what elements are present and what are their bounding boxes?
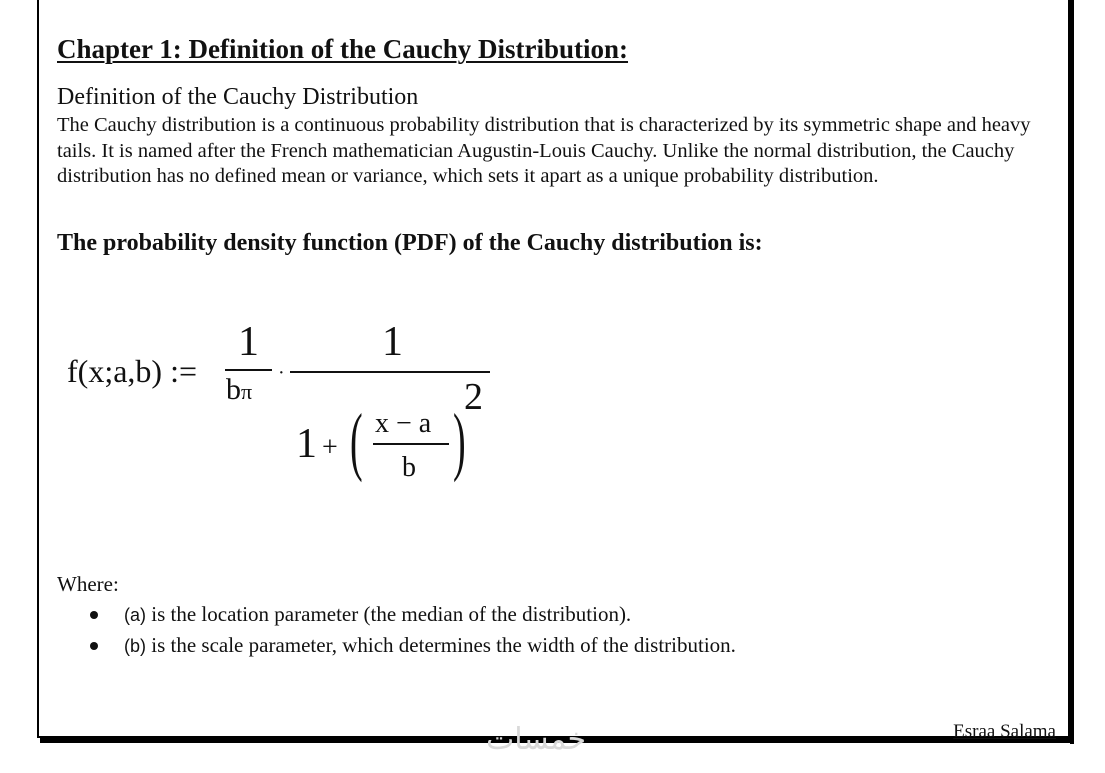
chapter-title: Chapter 1: Definition of the Cauchy Distribution: (57, 34, 629, 64)
watermark-logo: خمسات (486, 722, 587, 757)
formula-inner-denominator: b (402, 452, 416, 483)
formula-dot: · (278, 362, 285, 384)
formula-first-numerator: 1 (238, 319, 259, 365)
formula-first-denominator-pi: π (241, 379, 253, 404)
parameter-list (88, 602, 736, 664)
formula-plus: + (322, 432, 338, 463)
parameter-name: (a) (124, 605, 146, 625)
list-item (88, 633, 736, 664)
formula-lhs: f(x;a,b) := (67, 353, 197, 389)
parameter-description: is the scale parameter, which determines the width of the distribution. (151, 633, 736, 657)
definition-paragraph: The Cauchy distribution is a continuous probability distribution that is characterized by its symmetric shape and heavy tails. It is named after the French mathematician Augustin-Louis Cauchy. Unlike the normal distribution, the Cauchy distribution has no defined mean or variance, which sets it apart as a unique probability distribution. (57, 114, 1031, 187)
formula-exponent: 2 (464, 376, 483, 418)
formula-inner-numerator: x − a (375, 408, 432, 439)
bullet-icon (90, 611, 98, 619)
formula-left-paren: ( (350, 399, 363, 483)
page-shadow-right (1070, 0, 1074, 744)
section-subtitle: Definition of the Cauchy Distribution (57, 84, 419, 110)
formula-denominator-one: 1 (296, 421, 317, 467)
author-name: Esraa Salama (953, 721, 1056, 742)
where-label: Where: (57, 572, 119, 596)
formula-second-numerator: 1 (382, 319, 403, 365)
formula-first-denominator-b: b (226, 373, 241, 406)
parameter-name: (b) (124, 636, 146, 656)
formula-right-paren: ) (453, 399, 466, 483)
parameter-description: is the location parameter (the median of the distribution). (151, 602, 632, 626)
list-item (88, 602, 736, 633)
pdf-heading: The probability density function (PDF) of the Cauchy distribution is: (57, 230, 763, 256)
bullet-icon (90, 642, 98, 650)
